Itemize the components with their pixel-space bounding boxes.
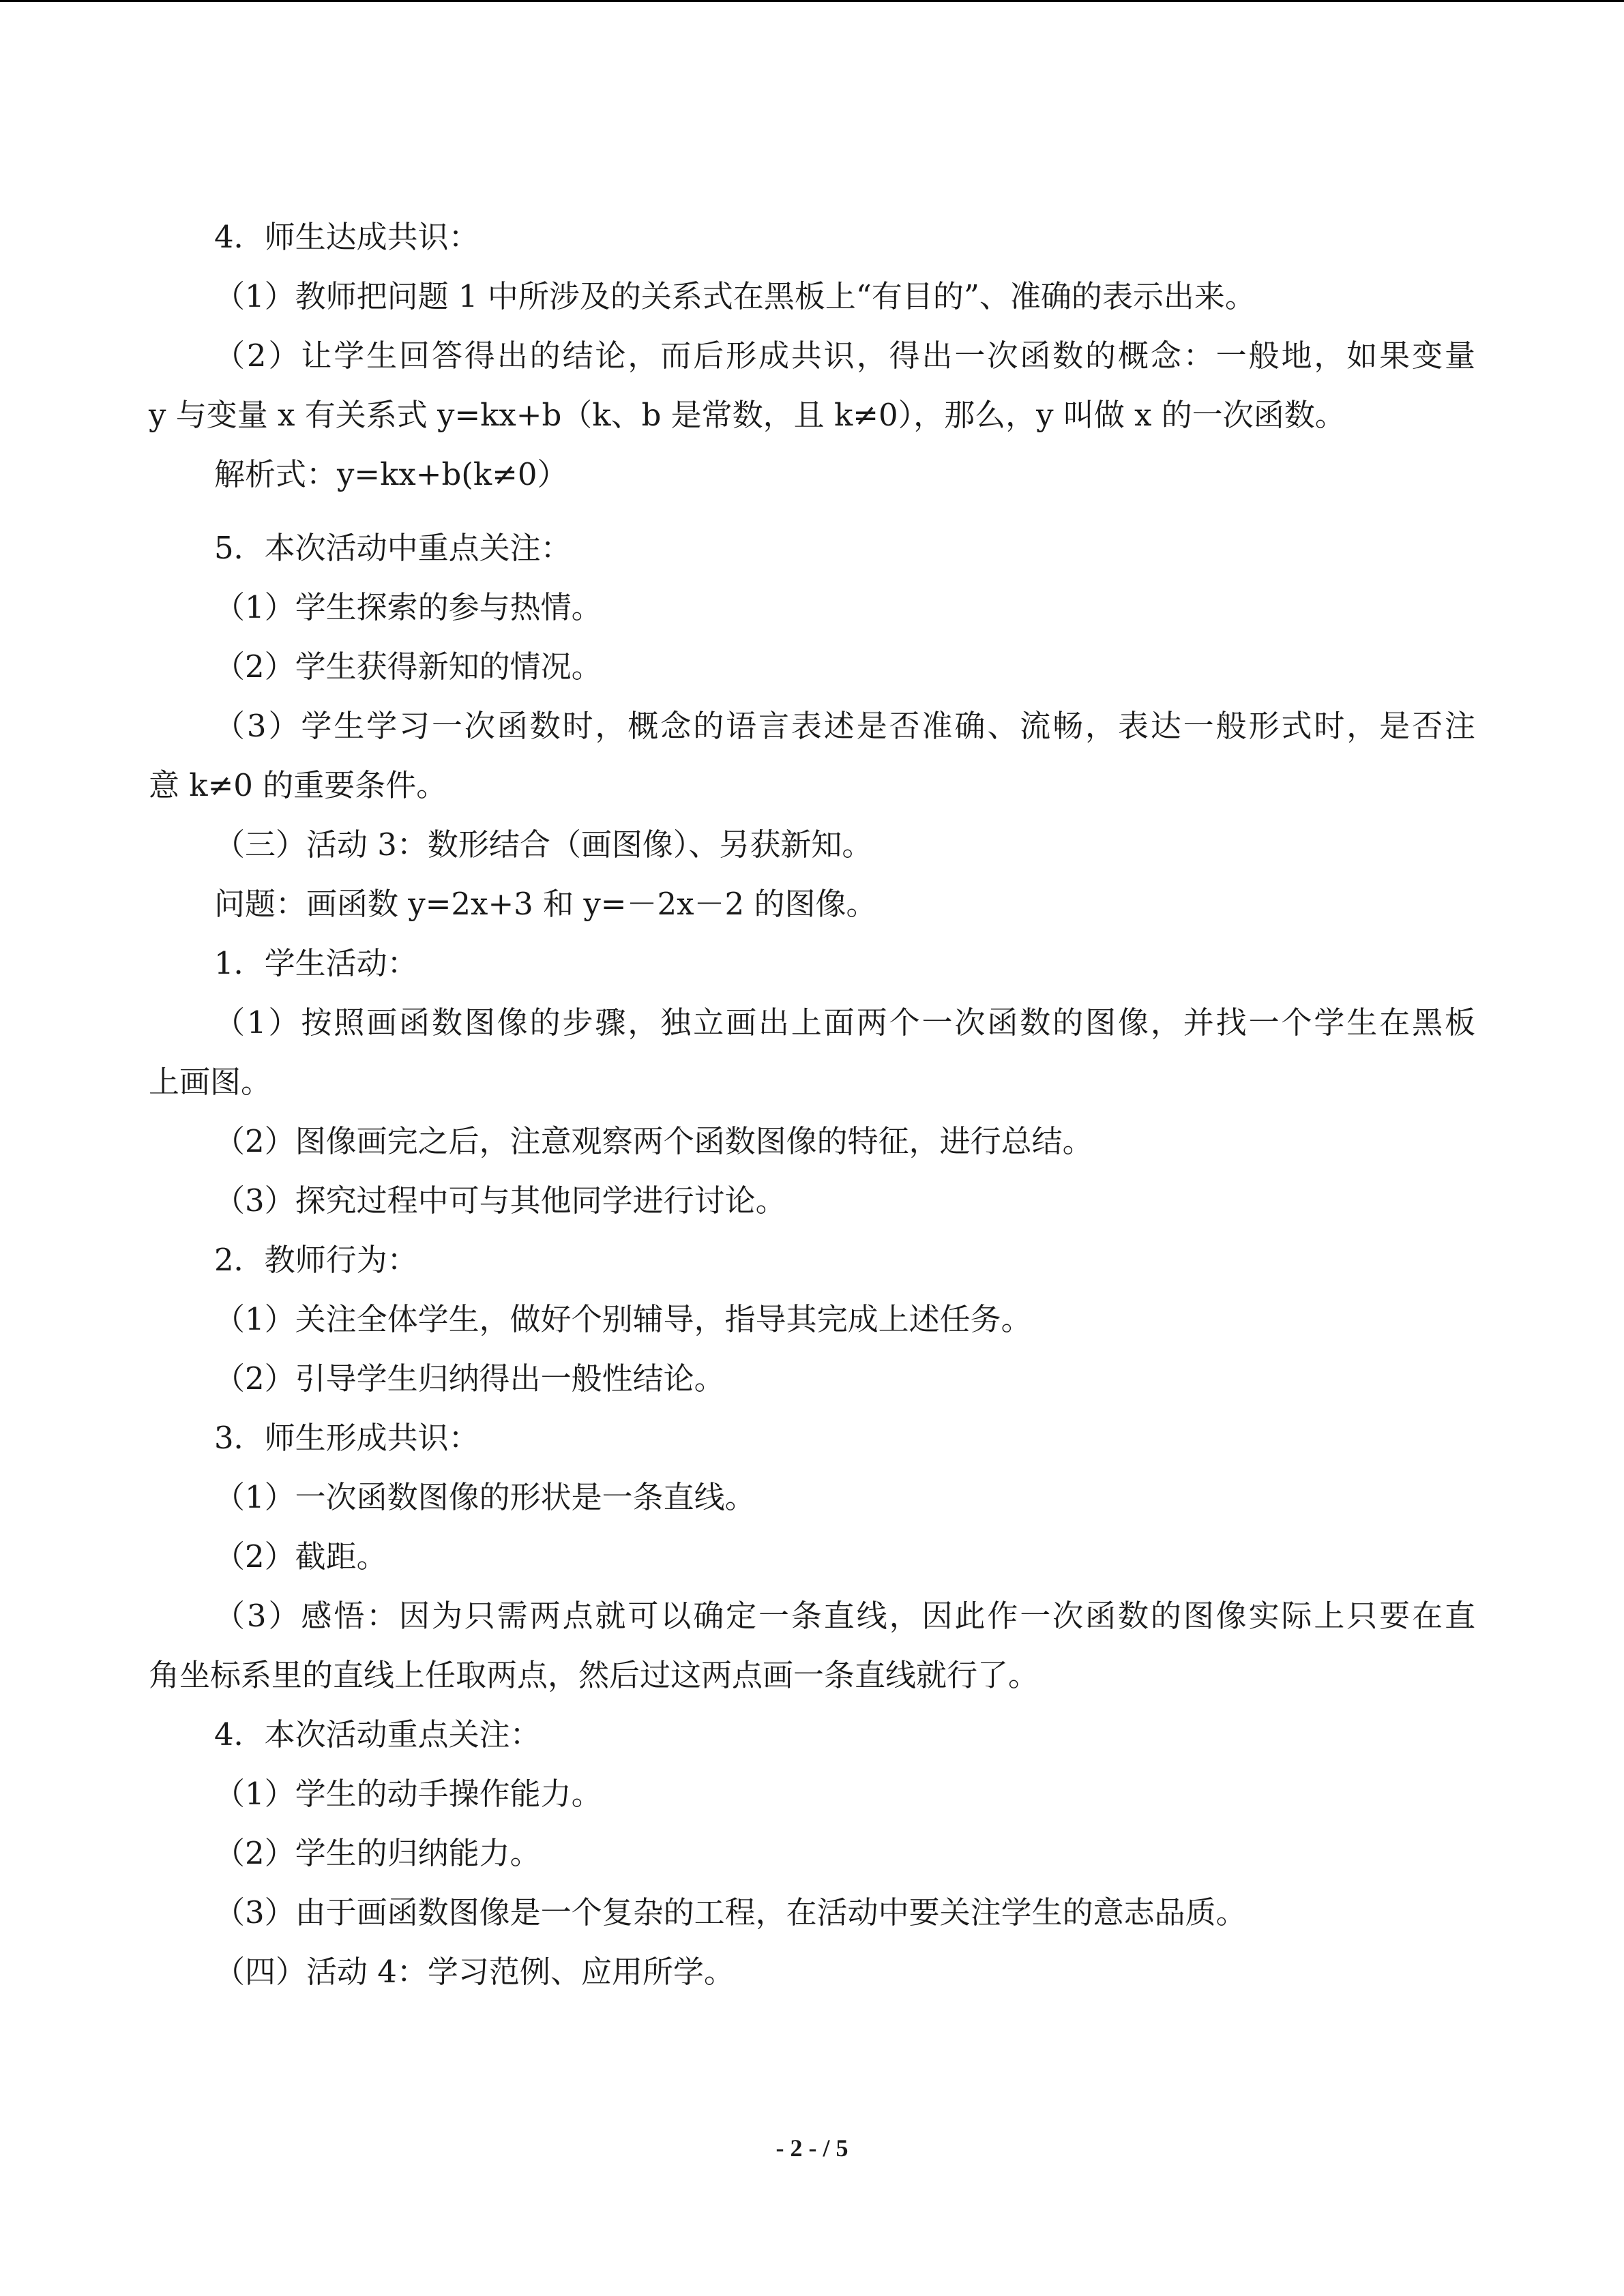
document-body	[149, 217, 1475, 2011]
formula-line: 解析式：y=kx+b(k≠0）	[214, 456, 568, 492]
paragraph-line: 角坐标系里的直线上任取两点，然后过这两点画一条直线就行了。	[149, 1657, 1039, 1693]
paragraph-line: 意 k≠0 的重要条件。	[149, 767, 447, 803]
question-line: 问题：画函数 y=2x+3 和 y=－2x－2 的图像。	[214, 886, 877, 922]
activity-heading: （三）活动 3：数形结合（画图像）、另获新知。	[214, 826, 873, 863]
paragraph-line: （3）探究过程中可与其他同学进行讨论。	[214, 1182, 786, 1219]
paragraph-line: （1）教师把问题 1 中所涉及的关系式在黑板上“有目的”、准确的表示出来。	[214, 278, 1256, 314]
paragraph	[149, 336, 1475, 436]
paragraph-line: （1）学生的动手操作能力。	[214, 1776, 602, 1812]
paragraph-line: （2）图像画完之后，注意观察两个函数图像的特征，进行总结。	[214, 1123, 1093, 1159]
section-heading: 4．本次活动重点关注：	[214, 1716, 541, 1753]
paragraph	[149, 706, 1475, 806]
paragraph-line: 上画图。	[149, 1064, 272, 1100]
paragraph-line: （2）学生的归纳能力。	[214, 1835, 541, 1871]
paragraph-line: （1）一次函数图像的形状是一条直线。	[214, 1479, 756, 1515]
paragraph-line: （2）学生获得新知的情况。	[214, 648, 602, 685]
paragraph	[149, 1596, 1475, 1696]
paragraph-line: （2）截距。	[214, 1538, 387, 1575]
paragraph-line: （3）由于画函数图像是一个复杂的工程，在活动中要关注学生的意志品质。	[214, 1894, 1247, 1930]
paragraph	[149, 1002, 1475, 1103]
paragraph-line: （1）关注全体学生，做好个别辅导，指导其完成上述任务。	[214, 1301, 1032, 1337]
section-heading: 1．学生活动：	[214, 945, 418, 981]
paragraph-line: y 与变量 x 有关系式 y=kx+b（k、b 是常数，且 k≠0），那么，y 叫做 x 的一次函数。	[149, 397, 1346, 433]
section-heading: 4．师生达成共识：	[214, 219, 479, 255]
paragraph-line: （1）学生探索的参与热情。	[214, 589, 602, 625]
paragraph-line: （3）感悟：因为只需两点就可以确定一条直线，因此作一次函数的图像实际上只要在直	[214, 1598, 1475, 1634]
paragraph-line: （2）引导学生归纳得出一般性结论。	[214, 1360, 725, 1397]
paragraph-line: （1）按照画函数图像的步骤，独立画出上面两个一次函数的图像，并找一个学生在黑板	[214, 1004, 1475, 1041]
paragraph-line: （2）让学生回答得出的结论，而后形成共识，得出一次函数的概念：一般地，如果变量	[214, 338, 1475, 374]
activity-heading: （四）活动 4：学习范例、应用所学。	[214, 1954, 735, 1990]
section-heading: 2．教师行为：	[214, 1242, 418, 1278]
page-number-footer: - 2 - / 5	[776, 2134, 848, 2162]
section-heading: 3．师生形成共识：	[214, 1420, 479, 1456]
page-top-border	[0, 0, 1624, 2]
section-heading: 5．本次活动中重点关注：	[214, 530, 572, 566]
paragraph-line: （3）学生学习一次函数时，概念的语言表述是否准确、流畅，表达一般形式时，是否注	[214, 708, 1475, 744]
